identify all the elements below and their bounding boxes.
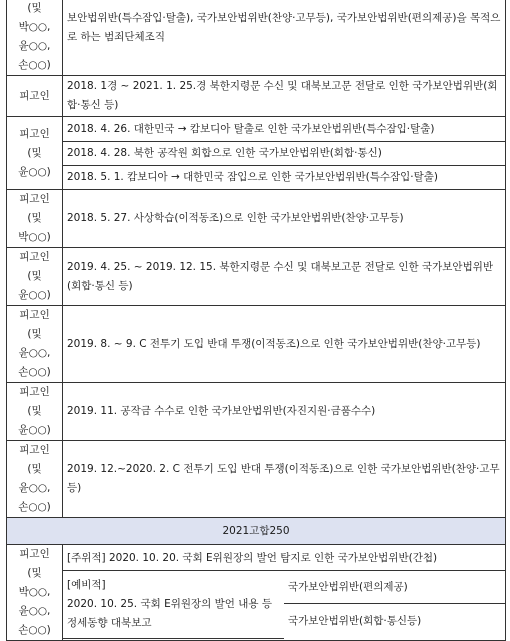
charge-row <box>7 441 506 518</box>
charges-table <box>6 0 506 641</box>
defendant-label: 피고인 <box>7 76 63 117</box>
defendant-label: 피고인 (및 윤○○, 손○○) <box>7 441 63 518</box>
charge-row <box>7 545 506 641</box>
charge-row <box>7 190 506 248</box>
charge-text: 2018. 1경 ~ 2021. 1. 25.경 북한지령문 수신 및 대북보고문 전달로 인한 국가보안법위반(회합·통신 등) <box>63 76 506 117</box>
charge-row <box>7 383 506 441</box>
charge-row <box>7 76 506 117</box>
case-number: 2021고합250 <box>7 518 506 545</box>
charge-split <box>63 545 506 641</box>
charge-row <box>7 0 506 76</box>
defendant-label: 피고인 (및 윤○○) <box>7 248 63 306</box>
charge-list <box>63 117 506 190</box>
case-header-row <box>7 518 506 545</box>
defendant-label: (및 박○○, 윤○○, 손○○) <box>7 0 63 76</box>
defendant-label: 피고인 (및 윤○○) <box>7 117 63 190</box>
defendant-label: 피고인 (및 박○○) <box>7 190 63 248</box>
charge-row <box>7 306 506 383</box>
charge-item: 2018. 4. 26. 대한민국 → 캄보디아 탈출로 인한 국가보안법위반(특수잠입·탈출) <box>63 118 505 142</box>
alt-charge-desc: [예비적] 2020. 10. 25. 국회 E위원장의 발언 내용 등 정세동향 대북보고 <box>63 571 284 639</box>
main-charge: [주위적] 2020. 10. 20. 국회 E위원장의 발언 탐지로 인한 국가보안법위반(간첩) <box>63 546 505 571</box>
charge-text: 2019. 12.~2020. 2. C 전투기 도입 반대 투쟁(이적동조)으로 인한 국가보안법위반(찬양·고무등) <box>63 441 506 518</box>
alt-charge-item: 국가보안법위반(회합·통신등) <box>288 614 422 627</box>
charge-item: 2018. 5. 1. 캄보디아 → 대한민국 잠입으로 인한 국가보안법위반(특수잠입·탈출) <box>67 170 438 183</box>
alt-charge-item: 국가보안법위반(편의제공) <box>284 571 505 604</box>
defendant-label: 피고인 (및 윤○○) <box>7 383 63 441</box>
charge-text: 2019. 8. ~ 9. C 전투기 도입 반대 투쟁(이적동조)으로 인한 국가보안법위반(찬양·고무등) <box>63 306 506 383</box>
charge-row <box>7 248 506 306</box>
defendant-label: 피고인 (및 윤○○, 손○○) <box>7 306 63 383</box>
charge-text: 2019. 4. 25. ~ 2019. 12. 15. 북한지령문 수신 및 대북보고문 전달로 인한 국가보안법위반(회합·통신 등) <box>63 248 506 306</box>
charge-text: 2018. 5. 27. 사상학습(이적동조)으로 인한 국가보안법위반(찬양·고무등) <box>63 190 506 248</box>
charge-text: 보안법위반(특수잠입·탈출), 국가보안법위반(찬양·고무등), 국가보안법위반(편의제공)을 목적으로 하는 범죄단체조직 <box>63 0 506 76</box>
charge-text: 2019. 11. 공작금 수수로 인한 국가보안법위반(자진지원·금품수수) <box>63 383 506 441</box>
defendant-label: 피고인 (및 박○○, 윤○○, 손○○) <box>7 545 63 641</box>
charge-row <box>7 117 506 190</box>
charge-item: 2018. 4. 28. 북한 공작원 회합으로 인한 국가보안법위반(회합·통신) <box>63 141 505 165</box>
